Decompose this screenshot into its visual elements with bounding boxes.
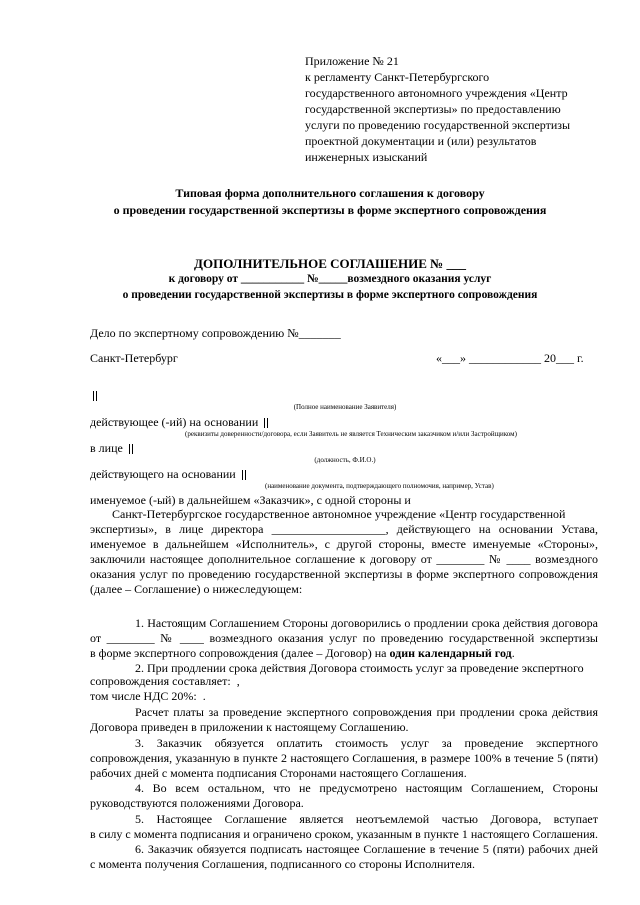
period: .: [202, 689, 206, 703]
agreement-subtitle-2: о проведении государственной экспертизы в форме экспертного сопровождения: [122, 289, 538, 301]
field-end-mark: [242, 470, 246, 480]
acting2-basis-label: действующего на основании: [90, 467, 236, 481]
appendix-line-6: проектной документации и (или) результатов: [305, 134, 537, 148]
clause3-line-3: рабочих дней с момента подписания Сторонами настоящего Соглашения.: [90, 766, 467, 780]
agreement-subtitle-1: к договору от ___________ №_____возмездного оказания услуг: [168, 273, 492, 285]
clause5-line-1: 5. Настоящее Соглашение является неотъемлемой частью Договора, вступает: [135, 812, 598, 826]
clause1-line-3: [90, 647, 515, 659]
preamble-line-6: (далее – Соглашение) о нижеследующем:: [90, 582, 303, 596]
appendix-line-1: Приложение № 21: [305, 54, 399, 68]
payment-line-1: Расчет платы за проведение экспертного сопровождения при продлении срока действия: [135, 705, 598, 719]
field-end-mark: [264, 418, 268, 428]
clause1-end: .: [511, 646, 515, 660]
clause2-cost-field: [90, 674, 598, 689]
form-title-line-1: Типовая форма дополнительного соглашения к договору: [175, 186, 485, 200]
clause2-vat-field: [90, 689, 598, 704]
appendix-line-7: инженерных изысканий: [305, 150, 428, 164]
preamble-line-3: именуемое в дальнейшем «Исполнитель», с другой стороны, вместе именуемые «Стороны»,: [90, 537, 598, 551]
payment-line-2: Договора приведен в приложении к настоящему Соглашению.: [90, 720, 409, 734]
clause3-line-2: сопровождения, указанную в пункте 2 настоящего Соглашения, в размере 100% в течение 5 (пяти): [90, 751, 598, 765]
appendix-line-5: услуги по проведению государственной экспертизы: [305, 118, 571, 132]
city: Санкт-Петербург: [90, 351, 178, 365]
acting-basis-label: действующее (-ий) на основании: [90, 415, 259, 429]
field-end-mark: [93, 391, 97, 401]
agreement-title: ДОПОЛНИТЕЛЬНОЕ СОГЛАШЕНИЕ № ___: [194, 256, 466, 271]
appendix-line-2: к регламенту Санкт-Петербургского: [305, 70, 490, 84]
acting-basis-note: (реквизиты доверенности/договора, если Заявитель не является Техническим заказчиком и/или Застройщиком): [185, 430, 517, 438]
comma: ,: [236, 674, 240, 688]
clause3-line-1: 3. Заказчик обязуется оплатить стоимость услуг за проведение экспертного: [135, 736, 598, 750]
clause1-line-1: 1. Настоящим Соглашением Стороны договорились о продлении срока действия договора: [135, 616, 598, 630]
person-label: в лице: [90, 441, 123, 455]
case-number-line: Дело по экспертному сопровождению №_______: [90, 326, 341, 340]
clause1-text: в форме экспертного сопровождения (далее – Договор) на: [90, 646, 390, 660]
applicant-note: (Полное наименование Заявителя): [293, 403, 397, 411]
clause1-line-2: от ________ № ____ возмездного оказания услуг по проведению государственной экспертизы: [90, 631, 598, 645]
clause1-term: один календарный год: [389, 646, 512, 660]
customer-line: именуемое (-ый) в дальнейшем «Заказчик», с одной стороны и: [90, 493, 411, 507]
acting-basis-field: [90, 415, 598, 430]
clause6-line-1: 6. Заказчик обязуется подписать настоящее Соглашение в течение 5 (пяти) рабочих дней: [135, 842, 598, 856]
person-note: (должность, Ф.И.О.): [314, 456, 376, 464]
clause6-line-2: с момента получения Соглашения, подписанного со стороны Исполнителя.: [90, 857, 475, 871]
preamble-line-2: экспертизы», в лице директора ___________________, действующего на основании Устава,: [90, 522, 598, 536]
acting2-basis-field: [90, 467, 598, 482]
form-title-line-2: о проведении государственной экспертизы в форме экспертного сопровождения: [113, 203, 547, 217]
applicant-name-field: [90, 388, 598, 403]
appendix-line-4: государственной экспертизы» по предоставлению: [305, 102, 561, 116]
clause2-line-1: 2. При продлении срока действия Договора стоимость услуг за проведение экспертного: [135, 661, 584, 675]
preamble-line-1: Санкт-Петербургское государственное автономное учреждение «Центр государственной: [112, 507, 566, 521]
preamble-line-4: заключили настоящее дополнительное соглашение к договору от ________ № ____ возмездного: [90, 552, 598, 566]
clause2-cost-label: сопровождения составляет:: [90, 674, 231, 688]
person-field: [90, 441, 598, 456]
appendix-line-3: государственного автономного учреждения «Центр: [305, 86, 568, 100]
acting2-basis-note: (наименование документа, подтверждающего полномочия, например, Устав): [265, 482, 494, 490]
date-line: «___» ____________ 20___ г.: [436, 351, 584, 365]
clause5-line-2: в силу с момента подписания и ограничено сроком, указанным в пункте 1 настоящего Соглашения.: [90, 827, 599, 841]
clause2-vat-label: том числе НДС 20%:: [90, 689, 197, 703]
field-end-mark: [129, 444, 133, 454]
clause4-line-2: руководствуются положениями Договора.: [90, 796, 304, 810]
preamble-line-5: оказания услуг по проведению государственной экспертизы в форме экспертного сопровождения: [90, 567, 598, 581]
clause4-line-1: 4. Во всем остальном, что не предусмотрено настоящим Соглашением, Стороны: [135, 781, 598, 795]
